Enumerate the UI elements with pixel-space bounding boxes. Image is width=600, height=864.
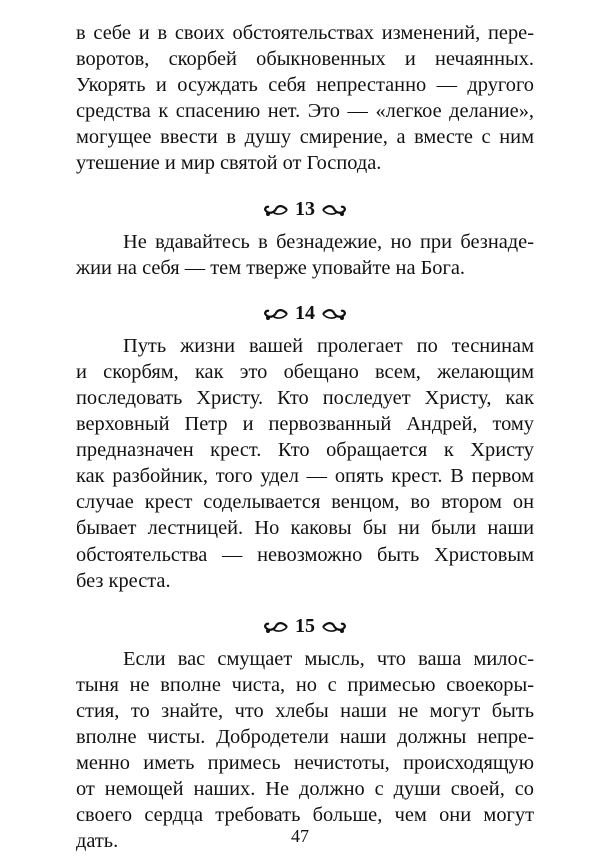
text-line: Путь жизни вашей пролегает по теснинам bbox=[123, 334, 534, 357]
right-ornament-icon bbox=[322, 203, 348, 217]
section-number: 14 bbox=[295, 302, 315, 325]
text-line: и скорбям, как это обещано всем, желающим bbox=[76, 360, 534, 383]
section-number: 13 bbox=[295, 198, 315, 221]
text-line: последовать Христу. Кто последует Христу, как bbox=[76, 386, 534, 409]
text-line: жии на себя — тем тверже уповайте на Бога. bbox=[76, 256, 466, 279]
text-line: воротов, скорбей обыкновенных и нечаянных. bbox=[76, 48, 534, 71]
text-line: от немощей наших. Не должно с души своей, со bbox=[76, 778, 534, 801]
text-line: как разбойник, того удел — опять крест. В первом bbox=[76, 465, 534, 488]
text-line: могущее ввести в душу смирение, а вместе с ним bbox=[76, 126, 534, 149]
text-line: бывает лестницей. Но каковы бы ни были наши bbox=[76, 517, 534, 540]
text-line: без креста. bbox=[76, 569, 171, 592]
text-line: Если вас смущает мысль, что ваша милос- bbox=[123, 647, 534, 670]
right-ornament-icon bbox=[322, 307, 348, 321]
text-line: случае крест соделывается венцом, во втором он bbox=[76, 491, 534, 514]
section-14-paragraph bbox=[76, 333, 534, 594]
text-line: Не вдавайтесь в безнадежие, но при безнаде- bbox=[123, 230, 534, 253]
text-line: верховный Петр и первозванный Андрей, тому bbox=[76, 413, 534, 436]
text-line: Укорять и осуждать себя непрестанно — другого bbox=[76, 74, 534, 97]
section-heading-13 bbox=[76, 197, 534, 223]
text-line: вполне чисты. Добродетели наши должны непре- bbox=[76, 725, 534, 748]
left-ornament-icon bbox=[262, 307, 288, 321]
text-line: средства к спасению нет. Это — «легкое делание», bbox=[76, 100, 534, 123]
page-body bbox=[76, 20, 534, 854]
text-line: в себе и в своих обстоятельствах изменений, пере- bbox=[76, 22, 534, 44]
text-line: тыня не вполне чиста, но с примесью своекоры- bbox=[76, 673, 534, 696]
section-13-paragraph bbox=[76, 229, 534, 281]
section-heading-15 bbox=[76, 614, 534, 640]
right-ornament-icon bbox=[322, 620, 348, 634]
text-line: стия, то знайте, что хлебы наши не могут быть bbox=[76, 699, 534, 722]
section-15-paragraph bbox=[76, 646, 534, 855]
intro-paragraph bbox=[76, 20, 534, 177]
text-line: дать. bbox=[76, 830, 119, 853]
text-line: обстоятельства — невозможно быть Христовым bbox=[76, 543, 534, 566]
left-ornament-icon bbox=[262, 203, 288, 217]
text-line: своего сердца требовать больше, чем они могут bbox=[76, 804, 534, 827]
section-heading-14 bbox=[76, 301, 534, 327]
section-number: 15 bbox=[295, 615, 315, 638]
page-number: 47 bbox=[291, 826, 309, 846]
text-line: утешение и мир святой от Господа. bbox=[76, 152, 382, 175]
left-ornament-icon bbox=[262, 620, 288, 634]
text-line: менно иметь примесь нечистоты, происходящую bbox=[76, 752, 534, 775]
text-line: предназначен крест. Кто обращается к Христу bbox=[76, 439, 534, 462]
